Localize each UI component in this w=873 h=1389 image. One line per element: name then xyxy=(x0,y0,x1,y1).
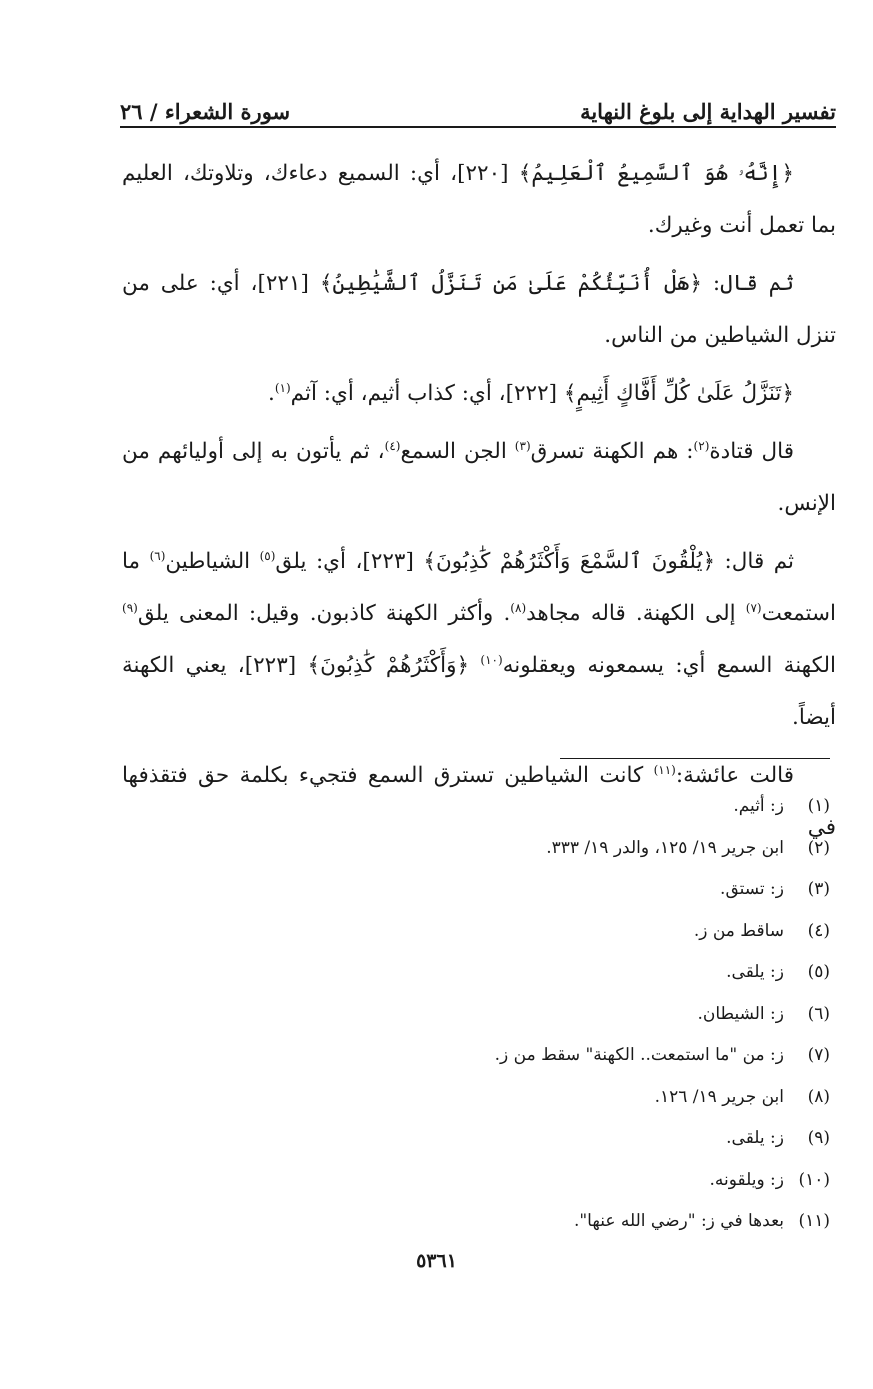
footnote-text: بعدها في ز: "رضي الله عنها". xyxy=(573,1211,784,1231)
paragraph-5-text: إلى الكهنة. قاله مجاهد xyxy=(526,601,746,626)
paragraph-4-text: الجن السمع xyxy=(400,439,515,464)
footnote-item xyxy=(300,786,830,828)
footnote-ref: (١) xyxy=(274,380,291,395)
footnote-text: ابن جرير ١٩/ ١٢٦. xyxy=(654,1086,784,1107)
header-rule xyxy=(120,126,836,128)
page-number: ٥٣٦١ xyxy=(416,1250,457,1272)
paragraph-2 xyxy=(122,258,836,362)
footnote-number: (٢) xyxy=(807,837,830,858)
footnote-number: (٦) xyxy=(807,1003,830,1024)
paragraph-3 xyxy=(122,368,836,420)
footnote-ref: (١٠) xyxy=(480,652,503,667)
footnote-ref: (٦) xyxy=(149,548,166,563)
footnote-number: (٤) xyxy=(807,920,830,941)
footnote-text: ز: تستق. xyxy=(720,879,784,899)
paragraph-4 xyxy=(122,426,836,530)
footnote-text: ساقط من ز. xyxy=(693,920,784,941)
footnote-ref: (٥) xyxy=(259,548,276,563)
footnote-item xyxy=(300,1035,830,1077)
footnote-ref: (٩) xyxy=(122,600,138,615)
footnote-number: (٨) xyxy=(807,1086,830,1107)
footnote-ref: (١١) xyxy=(653,762,676,777)
footnote-item xyxy=(300,828,830,870)
paragraph-3-text: ﴿تَنَزَّلُ عَلَىٰ كُلِّ أَفَّاكٍ أَثِيمٍ﴾ [٢٢٢]، أي: كذاب أثيم، أي: آثم xyxy=(290,381,794,406)
footnote-ref: (٢) xyxy=(693,438,710,453)
footnote-number: (١١) xyxy=(798,1211,830,1231)
paragraph-6-text: كانت الشياطين تسترق السمع فتجيء بكلمة حق فتقذفها في xyxy=(122,763,836,840)
paragraph-5-text: الكهنة السمع أي: يسمعونه ويعقلونه xyxy=(502,653,836,678)
footnote-item xyxy=(300,994,830,1036)
footnotes-list xyxy=(300,786,830,1243)
footnote-text: ز: الشيطان. xyxy=(697,1003,784,1024)
footnote-number: (٩) xyxy=(807,1128,830,1148)
footnote-item xyxy=(300,952,830,994)
paragraph-5-text: ما استمعت xyxy=(122,549,836,626)
footnote-ref: (٣) xyxy=(514,438,531,453)
running-header xyxy=(120,84,836,124)
paragraph-5 xyxy=(122,536,836,744)
footnote-text: ز: يلقى. xyxy=(726,1128,784,1148)
footnote-text: ز: ويلقونه. xyxy=(709,1169,784,1190)
footnote-ref: (٧) xyxy=(745,600,762,615)
footnote-number: (١) xyxy=(807,796,830,816)
footnote-text: ابن جرير ١٩/ ١٢٥، والدر ١٩/ ٣٣٣. xyxy=(546,837,784,858)
paragraph-3-end: . xyxy=(268,381,275,406)
paragraph-4-text: قال قتادة xyxy=(709,439,794,464)
footnote-text: ز: من "ما استمعت.. الكهنة" سقط من ز. xyxy=(494,1045,784,1065)
footnote-item xyxy=(300,911,830,953)
footnote-item xyxy=(300,1201,830,1243)
paragraph-4-text: : هم الكهنة تسرق xyxy=(530,439,694,464)
surah-label: سورة الشعراء / ٢٦ xyxy=(120,99,291,124)
footnote-ref: (٨) xyxy=(510,600,527,615)
footnote-item xyxy=(300,1118,830,1160)
footnote-item xyxy=(300,869,830,911)
main-text xyxy=(122,148,836,860)
footnote-separator xyxy=(560,758,830,759)
paragraph-2-text: ثم قال: ﴿هَلْ أُنَبِّئُكُمْ عَلَىٰ مَن تَنَزَّلُ ٱلشَّيَٰطِينُ﴾ [٢٢١]، أي: على من تنزل الشياطين من الناس. xyxy=(122,271,836,348)
paragraph-6-text: قالت عائشة: xyxy=(675,763,795,788)
footnote-text: ز: أثيم. xyxy=(733,796,784,816)
footnote-text: ز: يلقى. xyxy=(726,962,784,982)
paragraph-1 xyxy=(122,148,836,252)
footnote-item xyxy=(300,1077,830,1119)
paragraph-5-text: . وأكثر الكهنة كاذبون. وقيل: المعنى يلق xyxy=(137,601,511,626)
footnote-item xyxy=(300,1160,830,1202)
footnote-number: (٥) xyxy=(807,962,830,982)
paragraph-5-text: ثم قال: ﴿يُلْقُونَ ٱلسَّمْعَ وَأَكْثَرُهُمْ كَٰذِبُونَ﴾ [٢٢٣]، أي: يلق xyxy=(275,549,795,574)
footnote-number: (١٠) xyxy=(798,1169,830,1190)
paragraph-5-text: الشياطين xyxy=(165,549,260,574)
footnote-number: (٣) xyxy=(807,879,830,899)
paragraph-4-text: ، ثم يأتون به إلى أوليائهم من الإنس. xyxy=(122,439,836,516)
book-title: تفسير الهداية إلى بلوغ النهاية xyxy=(580,99,836,124)
paragraph-5-text: ﴿وَأَكْثَرُهُمْ كَٰذِبُونَ﴾ [٢٢٣]، يعني الكهنة أيضاً. xyxy=(122,653,836,730)
footnote-ref: (٤) xyxy=(384,438,401,453)
paragraph-1-text: ﴿إِنَّهُۥ هُوَ ٱلسَّمِيعُ ٱلْعَلِيمُ﴾ [٢٢٠]، أي: السميع دعاءك، وتلاوتك، العليم بما تعمل أنت وغيرك. xyxy=(122,161,836,238)
footnote-number: (٧) xyxy=(807,1045,830,1065)
